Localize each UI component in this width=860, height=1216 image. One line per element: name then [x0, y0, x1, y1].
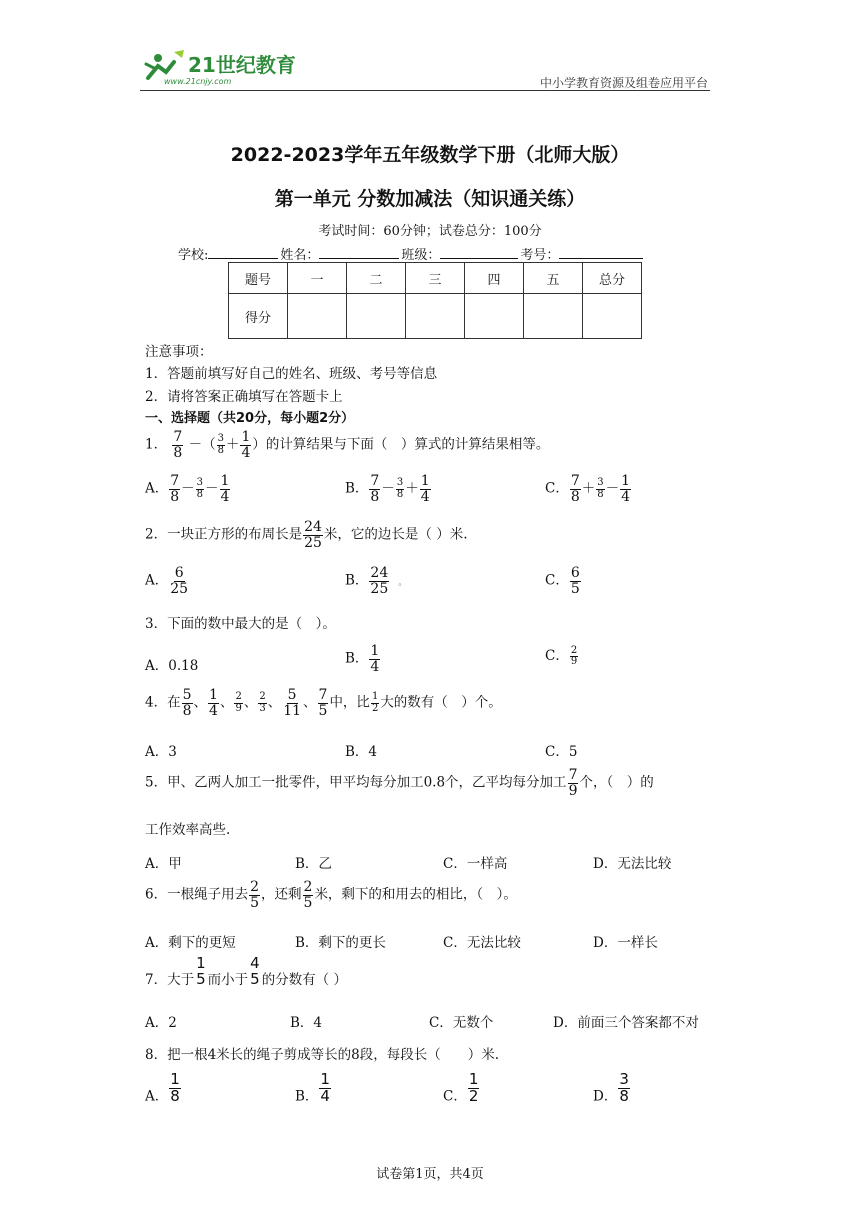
paper-subtitle: 第一单元 分数加减法（知识通关练） [274, 188, 586, 210]
option-a[interactable]: A．2 [145, 1015, 177, 1031]
score-header: 三 [406, 263, 465, 294]
question-5: 5．甲、乙两人加工一批零件，甲平均每分加工0.8个，乙平均每分加工 $\frac{7}{9}$ 个，（ ）的 [145, 767, 654, 799]
score-cell[interactable] [465, 294, 524, 339]
score-cell[interactable] [347, 294, 406, 339]
option-a[interactable]: A．剩下的更短 [145, 935, 236, 951]
platform-name: 中小学教育资源及组卷应用平台 [539, 76, 708, 90]
option-b[interactable]: B．乙 [295, 856, 332, 872]
note-item: 2．请将答案正确填写在答题卡上 [145, 389, 343, 405]
student-fields [178, 244, 645, 263]
q1-number: 1． [145, 436, 168, 453]
logo-url: www.21cnjy.com [164, 77, 232, 86]
score-table [228, 262, 642, 339]
logo-text: 21世纪教育 [188, 53, 296, 77]
q8-options [145, 1068, 745, 1116]
notes-title: 注意事项： [145, 344, 213, 360]
option-c[interactable]: C．无法比较 [443, 935, 521, 951]
option-a[interactable]: A．0.18 [145, 658, 199, 674]
score-header: 总分 [583, 263, 642, 294]
option-d[interactable]: D．无法比较 [593, 856, 672, 872]
option-a[interactable]: A． $\frac{6}{25}$ [145, 565, 189, 597]
option-c[interactable]: C． $\frac{6}{5}$ [545, 565, 580, 597]
option-c[interactable]: C． $\frac{1}{2}$ [443, 1070, 479, 1105]
option-b[interactable]: B． $\frac{24}{25}$ 。 [345, 565, 408, 597]
option-b[interactable]: B．剩下的更长 [295, 935, 386, 951]
score-cell[interactable] [288, 294, 347, 339]
option-d[interactable]: D． $\frac{3}{8}$ [593, 1070, 629, 1105]
score-header: 五 [524, 263, 583, 294]
score-cell[interactable] [524, 294, 583, 339]
question-4: 4．在 $\frac{5}{8}$ 、 $\frac{1}{4}$ 、 $\frac{2}{9}$ 、 $\frac{2}{3}$ 、 $\frac{5}{11}$ 、 $\frac{7}{5}$ 中，比 $\frac{1}{2}$ 大的数有（ ）个。 [145, 687, 502, 719]
option-d[interactable]: D．一样长 [593, 935, 658, 951]
option-b[interactable]: B．4 [290, 1015, 323, 1031]
score-cell[interactable] [583, 294, 642, 339]
fraction: $\frac{3}{8}$ [217, 433, 224, 456]
option-b[interactable]: B． $\frac{1}{4}$ [345, 643, 380, 675]
option-d[interactable]: D．前面三个答案都不对 [553, 1015, 699, 1031]
option-b[interactable]: B．4 [345, 744, 378, 760]
name-label: 姓名： [280, 248, 320, 263]
class-label: 班级： [401, 248, 441, 263]
option-a[interactable]: A． $\frac{7}{8}$ － $\frac{3}{8}$ － $\frac{1}{4}$ [145, 473, 230, 505]
question-1: 1． $\frac{7}{8}$ －（ $\frac{3}{8}$ ＋ $\frac{1}{4}$ ）的计算结果与下面（ ）算式的计算结果相等。 [145, 429, 550, 461]
page-footer: 试卷第1页，共4页 [376, 1167, 484, 1182]
score-cell[interactable] [406, 294, 465, 339]
name-blank[interactable] [319, 244, 399, 259]
option-c[interactable]: C．一样高 [443, 856, 508, 872]
fraction: $\frac{7}{8}$ [173, 429, 183, 461]
exam-no-label: 考号： [520, 248, 560, 263]
q2-options [145, 566, 745, 606]
option-c[interactable]: C．无数个 [429, 1015, 494, 1031]
option-c[interactable]: C． $\frac{7}{8}$ ＋ $\frac{3}{8}$ － $\frac{1}{4}$ [545, 473, 631, 505]
score-header: 一 [288, 263, 347, 294]
score-header: 题号 [229, 263, 288, 294]
option-a[interactable]: A．3 [145, 744, 177, 760]
class-blank[interactable] [440, 244, 518, 259]
section-title: 一、选择题（共20分，每小题2分） [145, 411, 355, 426]
option-c[interactable]: C．5 [545, 744, 578, 760]
question-5-cont: 工作效率高些. [145, 822, 231, 838]
fraction: $\frac{24}{25}$ [304, 519, 322, 551]
option-b[interactable]: B． $\frac{1}{4}$ [295, 1070, 330, 1105]
option-c[interactable]: C． $\frac{2}{9}$ [545, 644, 578, 667]
paper-title: 2022-2023学年五年级数学下册（北师大版） [230, 144, 630, 166]
site-logo [140, 46, 310, 88]
note-item: 1．答题前填写好自己的姓名、班级、考号等信息 [145, 366, 438, 382]
q3-options [145, 644, 745, 684]
option-a[interactable]: A． $\frac{1}{8}$ [145, 1070, 180, 1105]
option-a[interactable]: A．甲 [145, 856, 182, 872]
school-blank[interactable] [208, 244, 278, 259]
question-3: 3．下面的数中最大的是（ ）。 [145, 616, 336, 632]
exam-info: 考试时间：60分钟；试卷总分：100分 [318, 224, 542, 239]
fraction: $\frac{1}{4}$ [241, 429, 251, 461]
question-8: 8．把一根4米长的绳子剪成等长的8段，每段长（ ）米. [145, 1047, 500, 1063]
exam-no-blank[interactable] [559, 244, 643, 259]
school-label: 学校: [178, 248, 209, 263]
header-divider [140, 90, 710, 91]
score-row-label: 得分 [229, 294, 288, 339]
q1-options [145, 474, 745, 514]
score-header: 二 [347, 263, 406, 294]
option-b[interactable]: B． $\frac{7}{8}$ － $\frac{3}{8}$ ＋ $\frac{1}{4}$ [345, 473, 430, 505]
question-6: 6．一根绳子用去 $\frac{2}{5}$ ，还剩 $\frac{2}{5}$ 米，剩下的和用去的相比，（ ）。 [145, 879, 517, 911]
question-2: 2．一块正方形的布周长是 $\frac{24}{25}$ 米，它的边长是（ ）米. [145, 519, 468, 551]
q1-text: ）的计算结果与下面（ ）算式的计算结果相等。 [252, 436, 550, 453]
question-7: 7．大于 1 5 而小于 4 5 的分数有（ ） [145, 954, 347, 988]
score-header: 四 [465, 263, 524, 294]
